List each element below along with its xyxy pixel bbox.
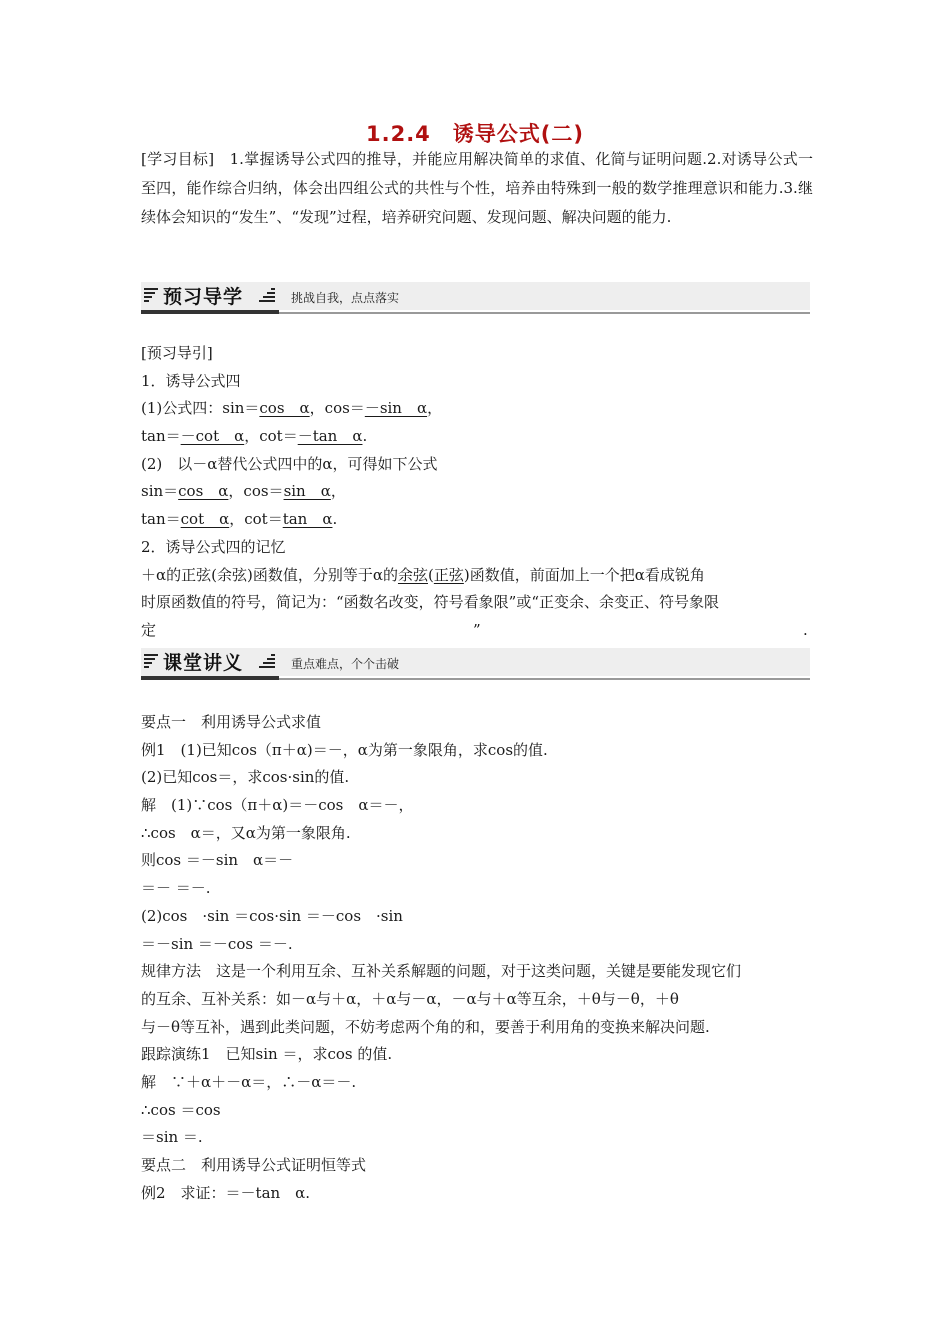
preview-content: [141, 340, 813, 645]
solution-line: 解 ∵＋α＋－α＝，∴－α＝－.: [141, 1072, 357, 1091]
method-line: 与－θ等互补，遇到此类问题，不妨考虑两个角的和，要善于利用角的变换来解决问题.: [141, 1017, 710, 1036]
item-heading: 1．诱导公式四: [141, 371, 241, 390]
exercise-line: 跟踪演练1 已知sin ＝，求cos 的值.: [141, 1045, 393, 1064]
method-line: 规律方法 这是一个利用互余、互补关系解题的问题，对于这类问题，关键是要能发现它们: [141, 962, 742, 981]
preview-guide-label: [预习导引]: [141, 344, 213, 362]
key-point-heading: 要点二 利用诱导公式证明恒等式: [141, 1156, 367, 1174]
section-banner-lecture: [141, 648, 810, 680]
learning-goals: [学习目标] 1.掌握诱导公式四的推导，并能应用解决简单的求值、化简与证明问题.2.对诱导公式一至四，能作综合归纳，体会出四组公式的共性与个性，培养由特殊到一般的数学推理意识和能力.3.继续体会知识的“发生”、“发现”过程，培养研究问题、发现问题、解决问题的能力.: [141, 150, 813, 226]
section-subtitle: 挑战自我，点点落实: [291, 291, 400, 305]
solution-line: ∴cos ＝cos: [141, 1100, 221, 1119]
method-line: 的互余、互补关系：如－α与＋α，＋α与－α，－α与＋α等互余，＋θ与－θ，＋θ: [141, 989, 679, 1008]
formula-line: sin＝cos α，cos＝sin α，: [141, 482, 346, 501]
page-title: 1.2.4 诱导公式(二): [366, 122, 584, 146]
solution-line: 则cos ＝－sin α＝－: [141, 851, 294, 870]
solution-line: ＝sin ＝.: [141, 1128, 203, 1147]
section-subtitle: 重点难点，个个击破: [291, 657, 400, 671]
example-line: (2)已知cos＝，求cos·sin的值.: [141, 768, 350, 787]
lecture-content: [141, 709, 813, 1207]
example-line: 例2 求证：＝－tan α.: [141, 1183, 311, 1202]
text-line: 定 ” .: [141, 620, 808, 639]
section-heading: 预习导学: [163, 286, 244, 308]
stripes-right-icon: [259, 288, 275, 304]
text-line: 时原函数值的符号，简记为：“函数名改变，符号看象限”或“正变余、余变正、符号象限: [141, 593, 720, 612]
solution-line: ∴cos α＝，又α为第一象限角.: [141, 823, 351, 842]
solution-line: 解 (1)∵cos（π＋α)＝－cos α＝－，: [141, 796, 414, 815]
formula-line: (1)公式四：sin＝cos α，cos＝－sin α，: [141, 399, 443, 418]
item-heading: 2．诱导公式四的记忆: [141, 537, 286, 556]
solution-line: ＝－ ＝－.: [141, 879, 211, 898]
stripes-right-icon: [259, 654, 275, 670]
key-point-heading: 要点一 利用诱导公式求值: [141, 713, 322, 731]
text-line: ＋α的正弦(余弦)函数值，分别等于α的余弦(正弦)函数值，前面加上一个把α看成锐角: [141, 565, 705, 584]
formula-line: tan＝－cot α，cot＝－tan α.: [141, 427, 368, 446]
text-line: (2) 以－α替代公式四中的α，可得如下公式: [141, 454, 438, 473]
example-line: 例1 (1)已知cos（π＋α)＝－，α为第一象限角，求cos的值.: [141, 740, 548, 759]
section-banner-preview: [141, 282, 810, 314]
section-heading: 课堂讲义: [163, 652, 244, 674]
formula-line: tan＝cot α，cot＝tan α.: [141, 510, 338, 529]
solution-line: (2)cos ·sin ＝cos·sin ＝－cos ·sin: [141, 906, 403, 925]
stripes-left-icon: [144, 654, 158, 670]
solution-line: ＝－sin ＝－cos ＝－.: [141, 934, 293, 953]
stripes-left-icon: [144, 288, 158, 304]
